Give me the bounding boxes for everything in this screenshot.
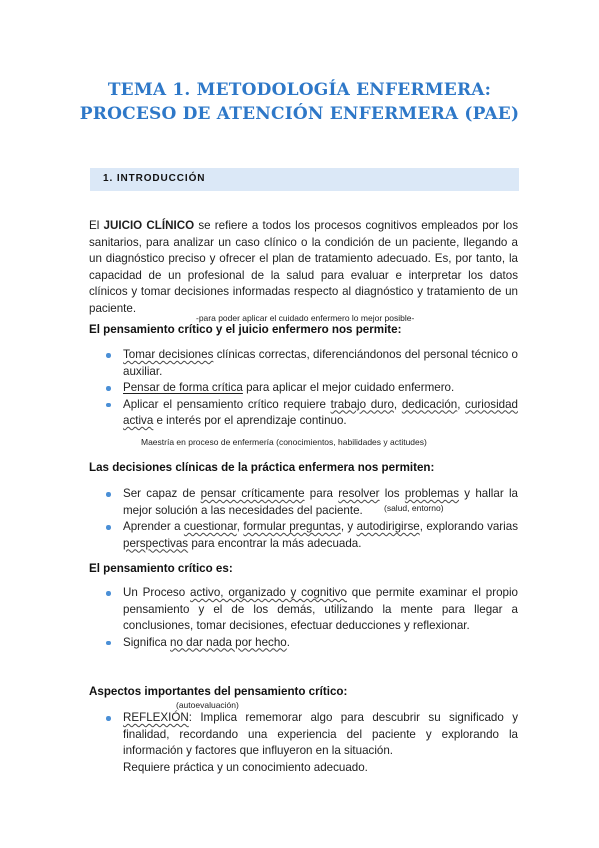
heading-decisiones-clinicas: Las decisiones clínicas de la práctica enfermera nos permiten: [89,461,435,474]
title-line-2: PROCESO DE ATENCIÓN ENFERMERA (PAE) [79,104,520,124]
heading-aspectos-importantes: Aspectos importantes del pensamiento crítico: [89,685,348,698]
handwritten-note-salud-entorno: (salud, entorno) [384,503,444,513]
handwritten-note-autoevaluacion: (autoevaluación) [176,700,239,710]
list-item: Aprender a cuestionar, formular preguntas, y autodirigirse, explorando varias perspectivas para encontrar la más adecuada. [89,519,518,552]
list-decisiones-permiten [89,486,518,552]
list-item: Pensar de forma crítica para aplicar el mejor cuidado enfermero. [89,380,518,397]
intro-text-start: El [89,219,104,232]
heading-pensamiento-es: El pensamiento crítico es: [89,562,233,575]
document-title [0,78,599,126]
list-item: Aplicar el pensamiento crítico requiere trabajo duro, dedicación, curiosidad activa e interés por el aprendizaje continuo. [89,397,518,430]
intro-text-rest: se refiere a todos los procesos cognitivos empleados por los sanitarios, para analizar un caso clínico o la condición de un paciente, llegando a un diagnóstico preciso y ofrecer el plan de tratamiento adecuado. Es, por tanto, la capacidad de un profesional de la salud para evaluar e interpretar los datos clínicos y tomar decisiones informadas respecto al diagnóstico y tratamiento de un paciente. [89,219,518,315]
list-pensamiento-permite [89,347,518,430]
juicio-clinico-term: JUICIO CLÍNICO [103,219,195,232]
section-header-introduccion [90,168,519,191]
intro-paragraph [89,218,518,317]
list-item: Tomar decisiones clínicas correctas, diferenciándonos del personal técnico o auxiliar. [89,347,518,380]
list-item: Ser capaz de pensar críticamente para resolver los problemas y hallar la mejor solución a las necesidades del paciente. [89,486,518,519]
handwritten-note-cuidado: -para poder aplicar el cuidado enfermero lo mejor posible- [196,313,415,323]
title-line-1: TEMA 1. METODOLOGÍA ENFERMERA: [107,80,492,100]
list-item: Significa no dar nada por hecho. [89,635,518,652]
section-header-label: 1. INTRODUCCIÓN [103,173,206,184]
handwritten-note-maestria: Maestría en proceso de enfermería (conocimientos, habilidades y actitudes) [141,437,427,447]
list-item: REFLEXIÓN: Implica rememorar algo para descubrir su significado y finalidad, recordando una experiencia del paciente y explorando la información y factores que influyeron en la situación. Requiere práctica y un conocimiento adecuado. [89,710,518,776]
list-item: Un Proceso activo, organizado y cognitivo que permite examinar el propio pensamiento y el de los demás, utilizando la mente para llegar a conclusiones, tomar decisiones, efectuar deducciones y reflexionar. [89,585,518,635]
list-pensamiento-es [89,585,518,651]
heading-pensamiento-juicio: El pensamiento crítico y el juicio enfermero nos permite: [89,323,402,336]
list-aspectos [89,710,518,776]
